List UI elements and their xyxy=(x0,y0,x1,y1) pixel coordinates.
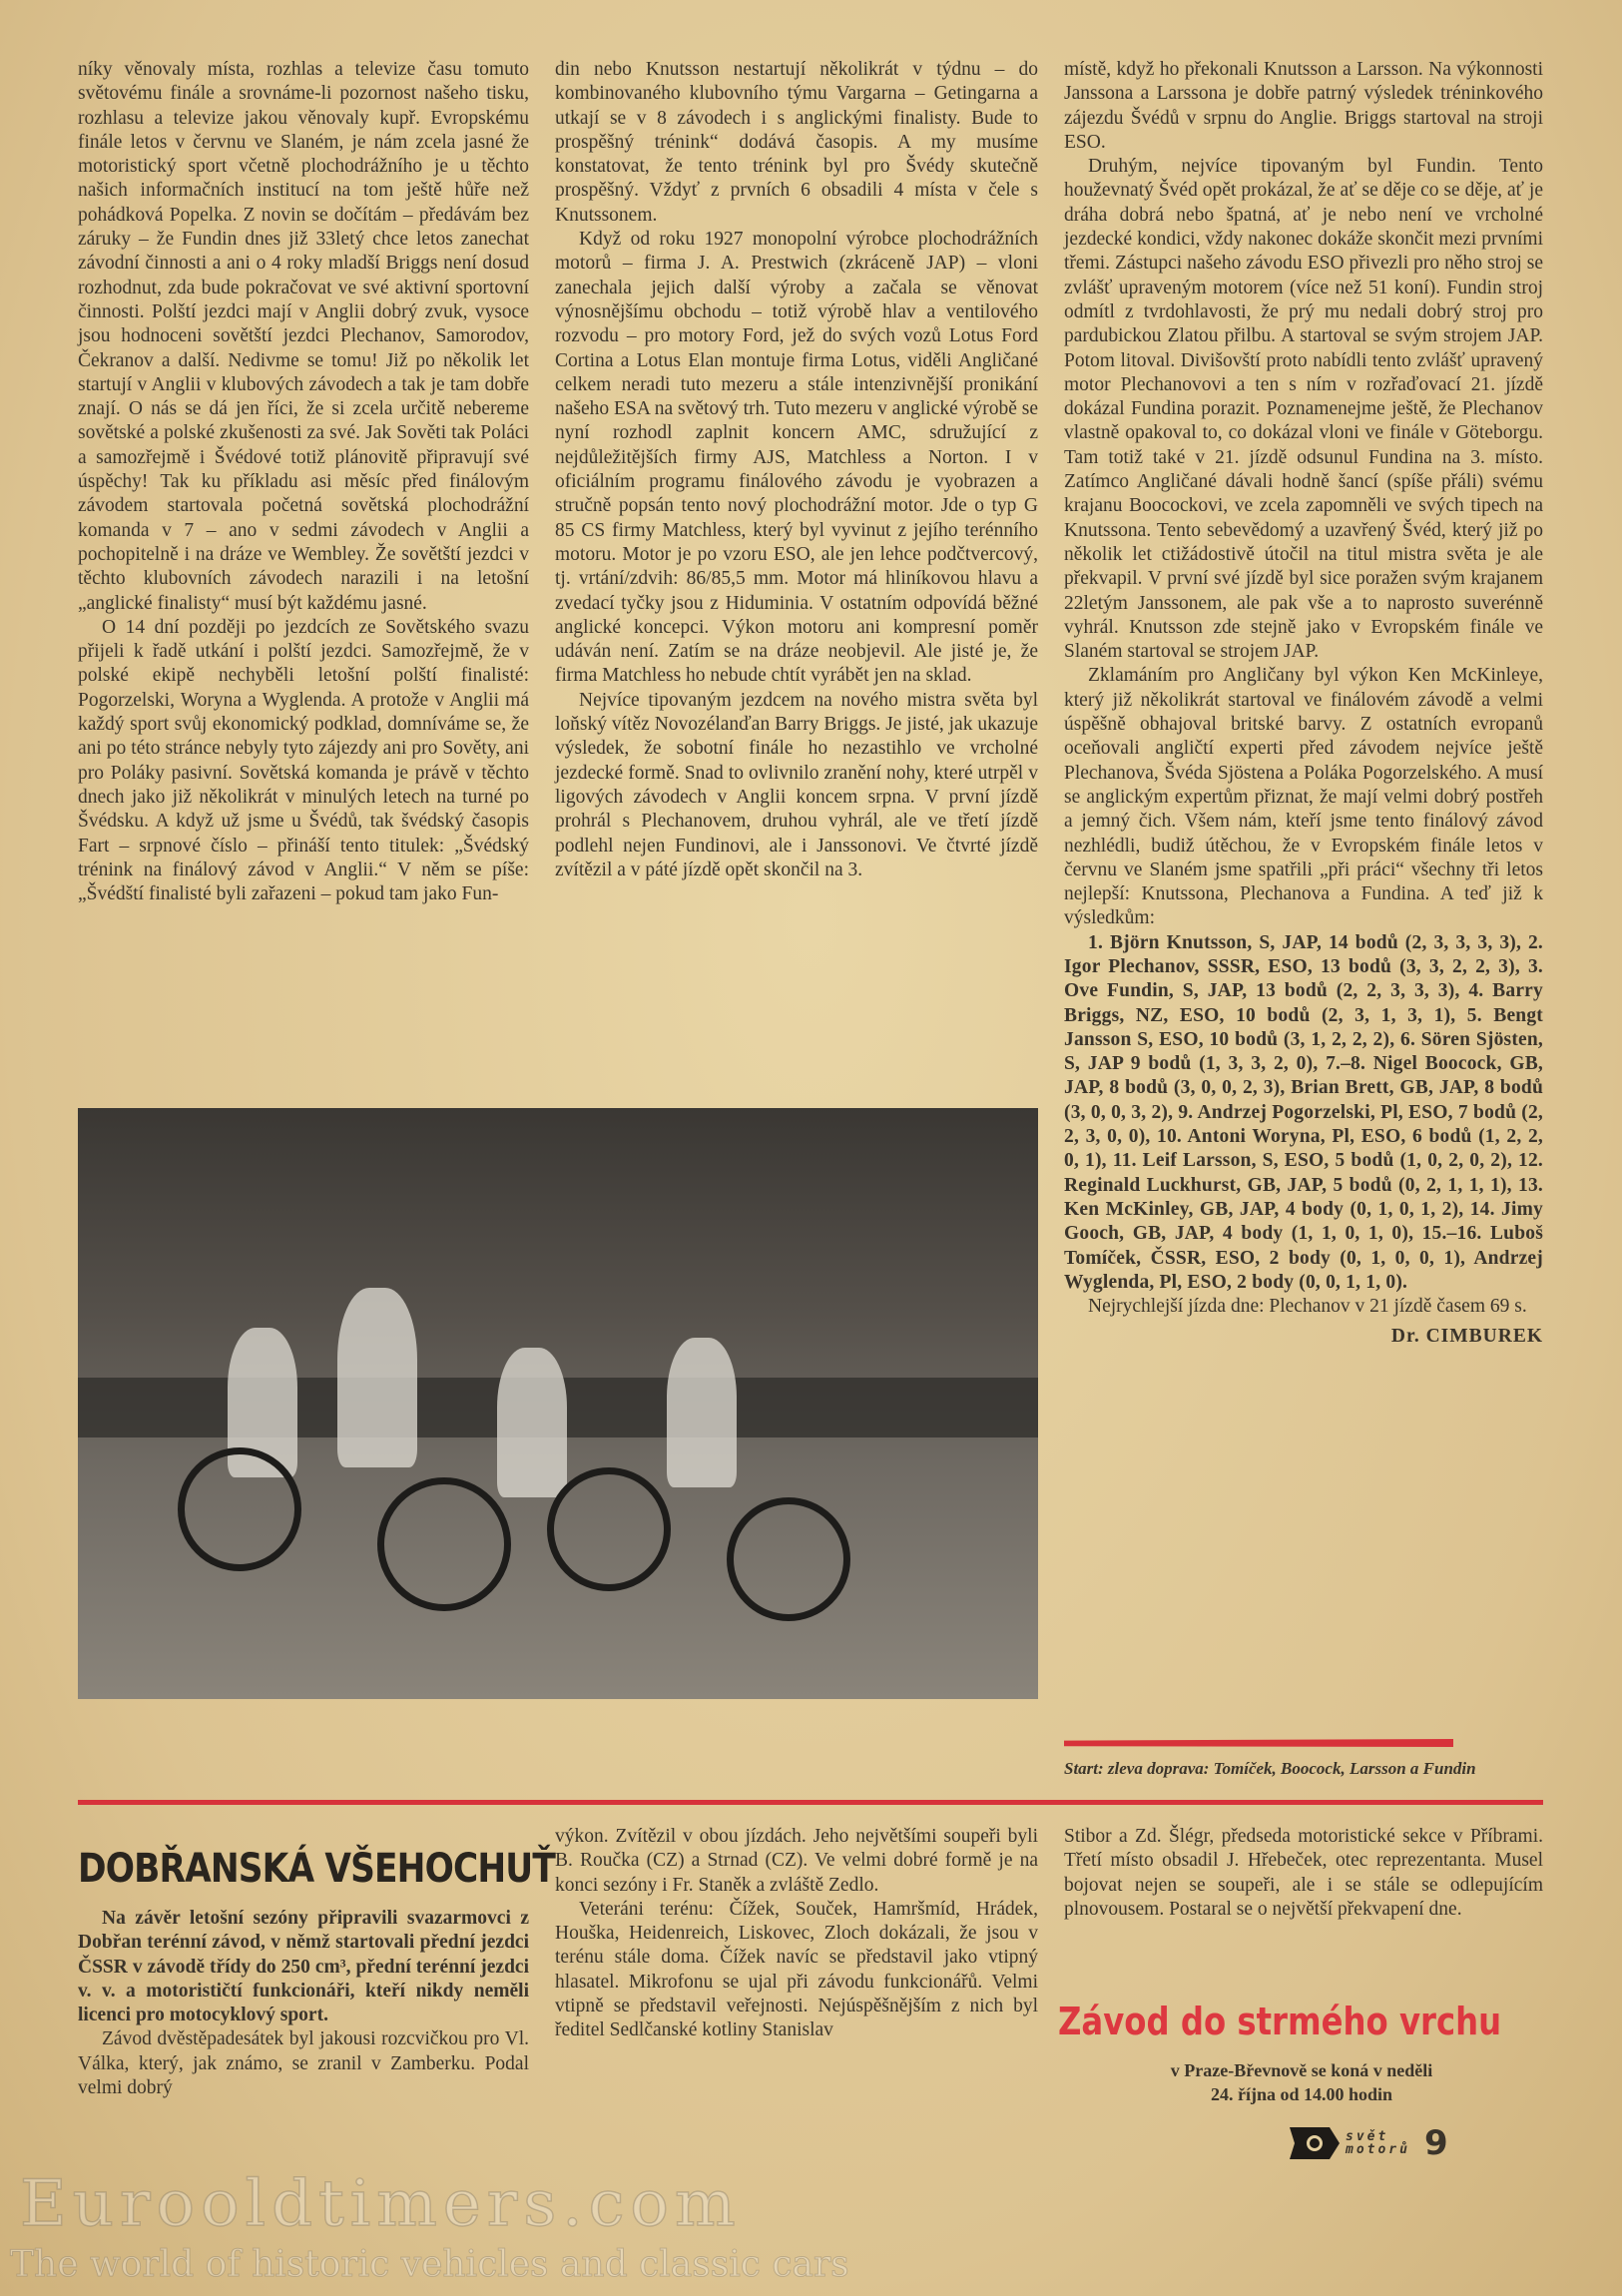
logo-line: svět xyxy=(1346,2129,1389,2144)
photo-wheel xyxy=(727,1497,850,1621)
paragraph: Nejvíce tipovaným jezdcem na nového mistra světa byl loňský vítěz Novozélanďan Barry Briggs. Je jisté, jak ukazuje výsledek, že sobotní finále ho nezastihlo ve vrcholné jezdecké formě. Snad to ovlivnilo zranění nohy, které utrpěl v ligových závodech v Anglii koncem srpna. V první jízdě prohrál s Plechanovem, druhou vyhrál, ale ve třetí jízdě podlehl nejen Fundinovi, ale i Janssonovi. Ve čtvrté jízdě zvítězil a v páté jízdě opět skončil na 3. xyxy=(555,689,1038,880)
paragraph: din nebo Knutsson nestartují několikrát v týdnu – do kombinovaného klubovního týmu Vargarna – Getingarna a utkají se v 8 závodech i s anglickými finalisty. Bude to prospěšný trénink“ dodává časopis. A my musíme konstatovat, že tento trénink byl pro Švédy skutečně prospěšný. Vždyť z prvních 6 obsadili 4 místa v čele s Knutssonem. xyxy=(555,59,1038,226)
article-heading: DOBŘANSKÁ VŠEHOCHUŤ xyxy=(78,1846,555,1892)
paragraph: O 14 dní později po jezdcích ze Sovětského svazu přijeli k řadě utkání i polští jezdci. Samozřejmě, že v polské ekipě nechyběli letošní polští finalisté: Pogorzelski, Woryna a Wyglenda. A protože v Anglii má každý sport svůj ekonomický podklad, domníváme se, že ani po této stránce nebyly tyto zájezdy ani pro Sověty, ani pro Poláky pasivní. Sovětská komanda je právě v těchto dnech jako již několikrát v minulých letech na turné po Švédsku. A když už jsme u Švédů, tak švédský časopis Fart – srpnové číslo – přináší tento titulek: „Švédský trénink na finálový závod v Anglii.“ V něm se píše: „Švédští finalisté byli zařazeni – pokud tam jako Fun- xyxy=(78,616,529,905)
notice-heading: Závod do strmého vrchu xyxy=(1058,2000,1502,2043)
magazine-logo xyxy=(1290,2123,1448,2163)
photo-wheel xyxy=(178,1447,301,1571)
photo-wheel xyxy=(377,1477,511,1611)
watermark: Eurooldtimers.com xyxy=(20,2167,742,2241)
fastest-ride: Nejrychlejší jízda dne: Plechanov v 21 jízdě časem 69 s. xyxy=(1088,1296,1527,1318)
paragraph: místě, když ho překonali Knutsson a Larsson. Na výkonnosti Janssona a Larssona je dobře patrný výsledek tréninkového zájezdu Švédů v srpnu do Anglie. Briggs startoval na stroji ESO. xyxy=(1064,59,1543,153)
notice-line: 24. října od 14.00 hodin xyxy=(1210,2084,1393,2104)
svet-motoru-logo-icon xyxy=(1290,2127,1340,2159)
photo-rider xyxy=(667,1338,737,1487)
race-results: 1. Björn Knutsson, S, JAP, 14 bodů (2, 3, 3, 3, 3), 2. Igor Plechanov, SSSR, ESO, 13 bodů (3, 3, 2, 2, 3), 3. Ove Fundin, S, JAP, 13 bodů (2, 2, 3, 3, 3), 4. Barry Briggs, NZ, ESO, 10 bodů (2, 3, 1, 3, 1), 5. Bengt Jansson S, ESO, 10 bodů (3, 1, 2, 2, 2), 6. Sören Sjösten, S, JAP 9 bodů (1, 3, 3, 2, 0), 7.–8. Nigel Boocock, GB, JAP, 8 bodů (3, 0, 0, 2, 3), Brian Brett, GB, JAP, 8 bodů (3, 0, 0, 3, 2), 9. Andrzej Pogorzelski, Pl, ESO, 7 bodů (2, 2, 3, 0, 0), 10. Antoni Woryna, Pl, ESO, 6 bodů (1, 2, 2, 0, 1), 11. Leif Larsson, S, ESO, 5 bodů (1, 0, 2, 0, 2), 12. Reginald Luckhurst, GB, JAP, 5 bodů (0, 2, 1, 1, 1), 13. Ken McKinley, GB, JAP, 4 body (0, 1, 0, 1, 2), 14. Jimy Gooch, GB, JAP, 4 body (1, 1, 0, 1, 0), 15.–16. Luboš Tomíček, ČSSR, ESO, 2 body (0, 1, 0, 0, 1), Andrzej Wyglenda, Pl, ESO, 2 body (0, 0, 1, 1, 0). xyxy=(1064,931,1543,1293)
paragraph: Druhým, nejvíce tipovaným byl Fundin. Tento houževnatý Švéd opět prokázal, že ať se děje co se děje, ať je dráha dobrá nebo špatná, ať je nebo není ve vrcholné jezdecké kondici, vždy nakonec dokáže skončit mezi prvními třemi. Zástupci našeho závodu ESO přivezli pro něho stroj se zvlášť upraveným motorem (více než 51 koní). Fundin stroj odmítl z tvrdohlavosti, že prý mu nedali dobrý stroj pro pardubickou Zlatou přilbu. A startoval se svým strojem JAP. Potom litoval. Divišovští proto nabídli tento zvlášť upravený motor Plechanovovi a ten s ním v rozřaďovací 21. jízdě dokázal Fundina porazit. Poznamenejme ještě, že Plechanov vlastně opakoval to, co dokázal vloni ve finále v Göteborgu. Tam totiž také v 21. jízdě odsunul Fundina na 3. místo. Zatímco Angličané dávali hodně šancí (spíše přáli) svému krajanu Boocockovi, ve zcela zapomněli ve svých tipech na Knutssona. Tento sebevědomý a uzavřený Švéd, který již po několik let ctižádostivě útočil na titul mistra světa je ale překvapil. V první své jízdě byl sice poražen svým krajanem 22letým Janssonem, ale pak vše a to naprosto suverénně vyhrál. Knutsson zde stejně jako v Evropském finále ve Slaném startoval se strojem JAP. xyxy=(1064,156,1543,663)
second-article-column-1 xyxy=(78,1907,529,2100)
paragraph: výkon. Zvítězil v obou jízdách. Jeho největšími soupeři byli B. Roučka (CZ) a Strnad (CZ). Ve velmi dobré formě je na konci sezóny i Fr. Staněk a zvláště Zedlo. xyxy=(555,1826,1038,1896)
watermark-tagline: The world of historic vehicles and classic cars xyxy=(10,2244,849,2285)
paragraph: Když od roku 1927 monopolní výrobce plochodrážních motorů – firma J. A. Prestwich (zkráceně JAP) – vloni zanechala jejich další výroby a začala se věnovat výnosnějšímu obchodu – totiž výrobě hlav a ventilového rozvodu – pro motory Ford, jež do svých vozů Lotus Ford Cortina a Lotus Elan montuje firma Lotus, viděli Angličané celkem neradi tuto mezeru a stále intenzivnější pronikání našeho ESA na světový trh. Tuto mezeru v anglické výrobě se nyní rozhodl zaplnit koncern AMC, sdružující z nejdůležitějších firmy AJS, Matchless a Norton. I v oficiálním programu finálového závodu je vyobrazen a stručně popsán tento nový plochodrážní motor. Jde o typ G 85 CS firmy Matchless, který byl vyvinut z jejího terénního motoru. Motor je po vzoru ESO, ale jen lehce podčtvercový, tj. vrtání/zdvih: 86/85,5 mm. Motor má hliníkovou hlavu a zvedací tyčky jsou z Hiduminia. V ostatním odpovídá běžné anglické koncepci. Výkon motoru ani kompresní poměr udáván není. Zatím se na dráze neobjevil. Ale jisté je, že firma Matchless ho nebude chtít vyrábět jen na sklad. xyxy=(555,229,1038,687)
article-column-2 xyxy=(555,58,1038,882)
photo-caption: Start: zleva doprava: Tomíček, Boocock, Larsson a Fundin xyxy=(1064,1759,1476,1778)
paragraph: Závod dvěstěpadesátek byl jakousi rozcvičkou pro Vl. Válka, který, jak známo, se zranil v Zamberku. Podal velmi dobrý xyxy=(78,2028,529,2099)
second-article-column-2 xyxy=(555,1825,1038,2043)
article-column-1 xyxy=(78,58,529,906)
lead-paragraph: Na závěr letošní sezóny připravili svazarmovci z Dobřan terénní závod, v němž startovali přední jezdci ČSSR v závodě třídy do 250 cm³, přední terénní jezdci v. v. a motorističtí funkcionáři, kteří nikdy neměli licenci pro motocyklový sport. xyxy=(78,1908,529,2026)
logo-line: motorů xyxy=(1346,2142,1410,2157)
speedway-start-photo xyxy=(78,1108,1038,1699)
paragraph: Veteráni terénu: Čížek, Souček, Hamršmíd, Hrádek, Houška, Heidenreich, Liskovec, Zloch dokázali, že jsou v terénu stále doma. Čížek navíc se představil jako vtipný hlasatel. Mikrofonu se ujal při závodu funkcionářů. Velmi vtipně se představil veřejnosti. Nejúspěšnějším z nich byl ředitel Sedlčanské kotliny Stanislav xyxy=(555,1898,1038,2041)
second-article-column-3 xyxy=(1064,1825,1543,1922)
paragraph: níky věnovaly místa, rozhlas a televize času tomuto světovému finále a srovnáme-li pozornost našeho tisku, rozhlasu a televize jakou věnovaly kupř. Evropskému finále letos v červnu ve Slaném, je nám zcela jasné že motoristický sport včetně plochodrážního je u těchto našich informačních institucí na tom ještě hůře než pohádková Popelka. Z novin se dočítám – předávám bez záruky – že Fundin dnes již 33letý chce letos zanechat závodní činnosti a ani o 4 roky mladší Briggs není dosud rozhodnut, zda bude pokračovat ve své aktivní sportovní činnosti. Polští jezdci mají v Anglii dobrý zvuk, vysoce jsou hodnoceni sovětští jezdci Plechanov, Samorodov, Čekranov a další. Nedivme se tomu! Již po několik let startují v Anglii v klubových závodech a tak je tam dobře znají. O nás se dá jen říci, že si zcela určitě nebereme sovětské a polské zkušenosti za své. Jak Sověti tak Poláci a samozřejmě i Švédové totiž plánovitě připravují své úspěchy! Tak ku příkladu asi měsíc před finálovým závodem startovala početná sovětská plochodrážní komanda v 7 – ano v sedmi závodech v Anglii a pochopitelně i na dráze ve Wembley. Že sovětští jezdci v těchto klubovních závodech narazili i na letošní „anglické finalisty“ musí být každému jasné. xyxy=(78,59,529,614)
decorative-red-line xyxy=(1064,1739,1453,1747)
paragraph: Zklamáním pro Angličany byl výkon Ken McKinleye, který již několikrát startoval ve finálovém závodě a velmi úspěšně obhajoval britské barvy. Z ostatních evropanů oceňovali angličtí experti před závodem nejvíce ještě Plechanova, Švéda Sjöstena a Poláka Pogorzelského. A musí se anglickým expertům přiznat, že mají velmi dobrý postřeh a jemný čich. Všem nám, kteří jsme tento finálový závod nezhlédli, budiž útěchou, že v Evropském finále letos v červnu ve Slaném jsme spatřili „při práci“ všechny tři letos nejlepší: Knutssona, Plechanova a Fundina. A teď již k výsledkům: xyxy=(1064,665,1543,929)
notice-line: v Praze-Břevnově se koná v neděli xyxy=(1170,2060,1433,2080)
notice-text xyxy=(1064,2058,1539,2106)
author: Dr. CIMBUREK xyxy=(1390,1326,1543,1348)
photo-wheel xyxy=(547,1467,671,1591)
logo-text xyxy=(1346,2130,1410,2156)
article-column-3 xyxy=(1064,58,1543,1350)
paragraph: Stibor a Zd. Šlégr, předseda motoristické sekce v Příbrami. Třetí místo obsadil J. Hřebeček, otec reprezentanta. Musel bojovat nejen se soupeři, ale i se stále se odlepujícím plnovousem. Postaral se o největší překvapení dne. xyxy=(1064,1826,1543,1920)
photo-rider xyxy=(497,1348,567,1497)
page-number: 9 xyxy=(1423,2123,1448,2163)
section-divider xyxy=(78,1800,1543,1805)
photo-rider xyxy=(337,1288,417,1467)
